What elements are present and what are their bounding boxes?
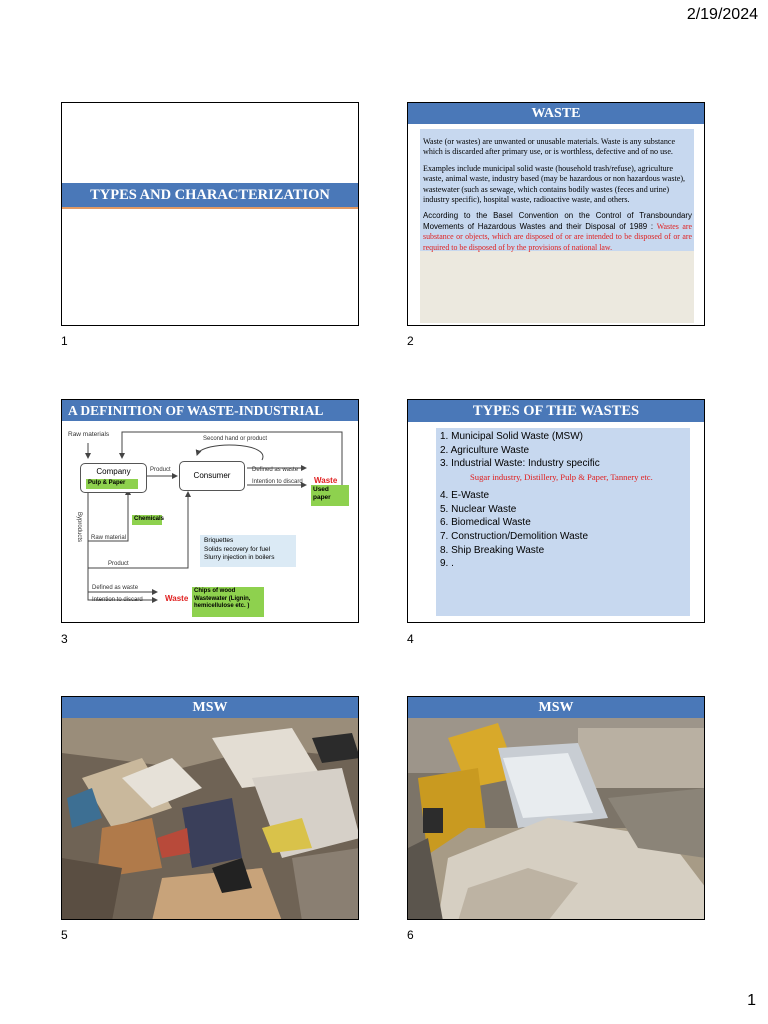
landfill-trash-photo [62,718,358,919]
intention-to-discard-label: Intention to discard [252,479,303,485]
defined-as-waste-label: Defined as waste [252,467,299,473]
list-item: 1. Municipal Solid Waste (MSW) [440,431,583,442]
raw-material-label: Raw material [91,535,127,541]
waste-definition: Waste (or wastes) are unwanted or unusable materials. Waste is any substance which is discarded after primary use, or is worthless, defective and of no use. [423,137,676,157]
basel-definition: Wastes are substance or objects, which are disposed of or are intended to be disposed of or are required to be disposed of by the provisions of national law. [423,221,692,252]
slide-title: A DEFINITION OF WASTE-INDUSTRIAL [62,400,358,421]
pulp-paper-tag: Pulp & Paper [86,479,138,489]
byproducts-label: Byproducts [76,512,82,543]
slide-1 [61,102,359,326]
consumer-box: Consumer [179,461,245,491]
product-label-2: Product [108,561,129,567]
slide-title: WASTE [408,103,704,124]
slide-number: 5 [61,928,68,942]
list-item: 6. Biomedical Waste [440,517,531,529]
slide-title: TYPES OF THE WASTES [408,400,704,422]
page-number: 1 [747,992,756,1009]
used-paper-tag: Used paper [311,485,349,506]
list-item: 9. . [440,558,454,570]
list-item: 2. Agriculture Waste [440,444,530,456]
waste-label-2: Waste [165,594,189,603]
raw-materials-label: Raw materials [68,431,110,438]
reuse-options-box: Briquettes Solids recovery for fuel Slurry injection in boilers [200,535,296,567]
list-item: 3. Industrial Waste: Industry specific [440,458,600,470]
waste-examples: Examples include municipal solid waste (household trash/refuse), agriculture waste, animal waste, industry based (may be hazardous or non hazardous waste), wastewater (such as sewage, which contains bodily wastes (feces and urine) industry specific), hospital waste, radioactive waste, and others. [423,163,686,205]
defined-as-waste-label-2: Defined as waste [92,585,139,591]
slide-3 [61,399,359,623]
list-item: 8. Ship Breaking Waste [440,544,545,556]
waste-loader-photo [408,718,704,919]
product-label: Product [150,467,171,473]
slide-5 [61,696,359,920]
intention-to-discard-label-2: Intention to discard [92,597,143,603]
slide-number: 1 [61,334,68,348]
print-date: 2/19/2024 [686,6,758,23]
waste-label: Waste [314,476,338,485]
slide-title: TYPES AND CHARACTERIZATION [62,183,358,209]
list-item: 5. Nuclear Waste [440,503,517,515]
slide-2 [407,102,705,326]
slide-number: 3 [61,632,68,646]
company-box: Company [80,463,147,493]
list-item: 4. E-Waste [440,489,490,501]
chemicals-tag: Chemicals [132,515,162,525]
slide-title: MSW [62,697,358,718]
slide-number: 6 [407,928,414,942]
slide-6 [407,696,705,920]
slide-title: MSW [408,697,704,718]
basel-convention: According to the Basel Convention on the Control of Transboundary Movements of Hazardous Wastes and their Disposal of 1989 : Wastes are substance or objects, which are disposed of or are intended to be disposed of or are required to be disposed of by the provisions of national law. [423,211,692,252]
slide-4 [407,399,705,623]
slide-number: 4 [407,632,414,646]
industry-examples: Sugar industry, Distillery, Pulp & Paper, Tannery etc. [470,472,653,483]
waste-types-list [436,428,690,616]
pulp-waste-tag: Chips of wood Wastewater (Lignin, hemicellulose etc. ) [192,587,264,617]
second-hand-label: Second hand or product [203,436,268,442]
slide-number: 2 [407,334,414,348]
basel-panel [420,251,694,323]
list-item: 7. Construction/Demolition Waste [440,530,589,542]
